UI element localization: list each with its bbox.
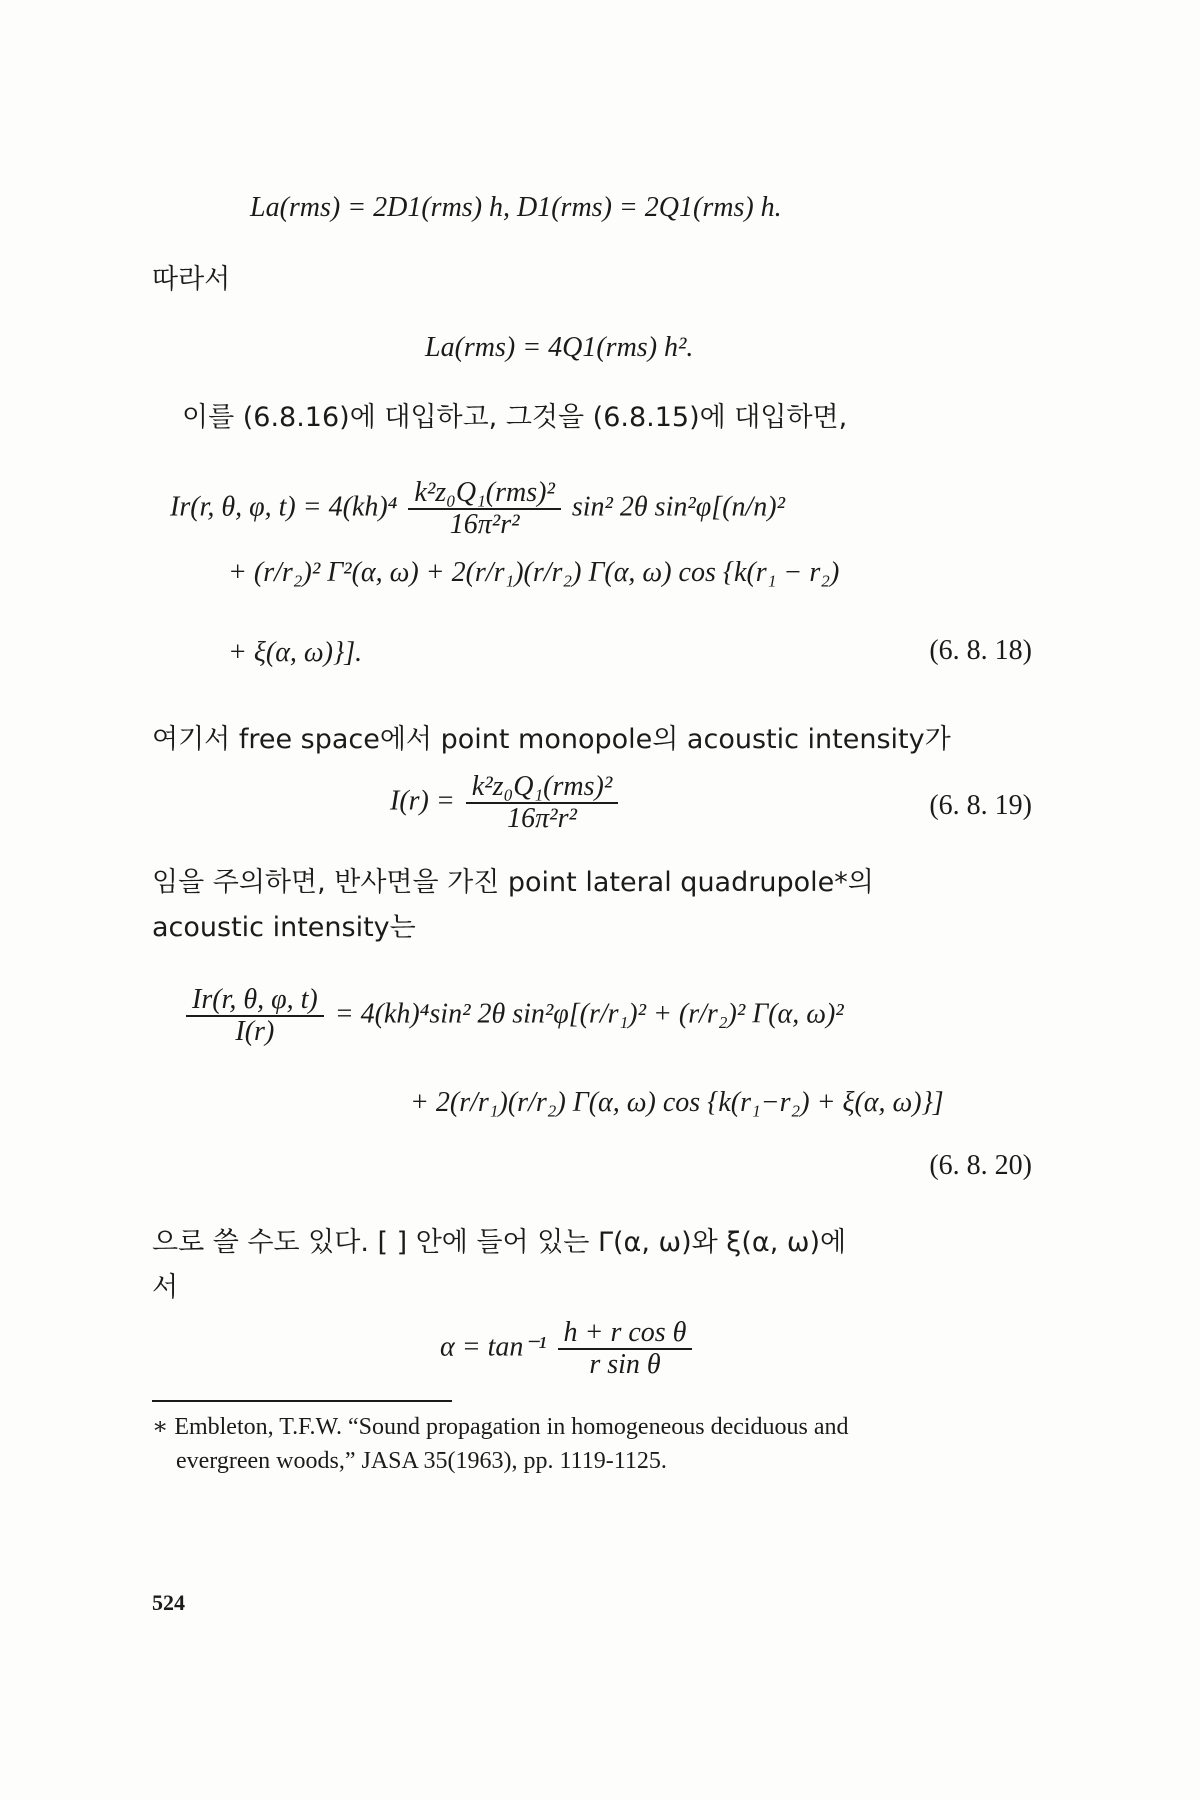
paragraph-substitute: 이를 (6.8.16)에 대입하고, 그것을 (6.8.15)에 대입하면, — [182, 402, 848, 433]
equation-6-8-18-line2: + (r/r₂)² Γ²(α, ω) + 2(r/r₁)(r/r₂) Γ(α, ω) cos {k(r₁ − r₂) — [228, 557, 840, 588]
paragraph-free-space: 여기서 free space에서 point monopole의 acoustic intensity가 — [152, 724, 951, 755]
eq4-fraction — [466, 772, 618, 834]
eq3-rest: sin² 2θ sin²φ[(n/n)² — [571, 491, 785, 523]
equation-6-8-20-line2: + 2(r/r₁)(r/r₂) Γ(α, ω) cos {k(r₁−r₂) + ξ(α, ω)}] — [410, 1087, 944, 1118]
eq6-fraction-numerator: h + r cos θ — [558, 1318, 693, 1350]
footnote-divider — [152, 1400, 452, 1402]
eq4-lhs: I(r) = — [390, 785, 455, 817]
equation-la-d1: La(rms) = 2D1(rms) h, D1(rms) = 2Q1(rms) h. — [250, 192, 782, 223]
paragraph-can-write: 으로 쓸 수도 있다. [ ] 안에 들어 있는 Γ(α, ω)와 ξ(α, ω)에 — [152, 1227, 847, 1258]
paragraph-therefore: 따라서 — [152, 264, 231, 295]
footnote — [152, 1410, 1052, 1478]
eq5-fraction-denominator: I(r) — [235, 1016, 275, 1047]
equation-number-6-8-18: (6. 8. 18) — [929, 635, 1032, 666]
page-number: 524 — [152, 1590, 185, 1615]
eq5-fraction-numerator: Ir(r, θ, φ, t) — [186, 985, 324, 1017]
footnote-line-1: ∗ Embleton, T.F.W. “Sound propagation in homogeneous deciduous and — [152, 1414, 849, 1440]
equation-number-6-8-20: (6. 8. 20) — [929, 1150, 1032, 1181]
eq4-fraction-denominator: 16π²r² — [507, 803, 577, 834]
eq3-fraction — [408, 478, 560, 540]
eq5-fraction — [186, 985, 324, 1047]
eq6-fraction — [558, 1318, 693, 1380]
eq6-lhs: α = tan⁻¹ — [440, 1331, 547, 1363]
eq3-fraction-numerator: k²z₀Q₁(rms)² — [408, 478, 560, 510]
equation-6-8-18-line3: + ξ(α, ω)}]. — [228, 637, 363, 668]
equation-6-8-19 — [390, 772, 622, 834]
eq4-fraction-numerator: k²z₀Q₁(rms)² — [466, 772, 618, 804]
paragraph-note-lateral: 임을 주의하면, 반사면을 가진 point lateral quadrupole*의 — [152, 867, 874, 898]
eq5-rest: = 4(kh)⁴sin² 2θ sin²φ[(r/r₁)² + (r/r₂)² Γ(α, ω)² — [334, 998, 844, 1030]
equation-la-q1: La(rms) = 4Q1(rms) h². — [425, 332, 694, 363]
equation-alpha — [440, 1318, 696, 1380]
paragraph-seo: 서 — [152, 1272, 179, 1303]
paragraph-acoustic-intensity: acoustic intensity는 — [152, 912, 416, 943]
equation-6-8-20-line1 — [182, 985, 844, 1047]
equation-6-8-18-line1 — [170, 478, 785, 540]
eq3-fraction-denominator: 16π²r² — [449, 509, 520, 540]
eq6-fraction-denominator: r sin θ — [589, 1349, 661, 1380]
equation-number-6-8-19: (6. 8. 19) — [929, 790, 1032, 821]
eq3-lhs: Ir(r, θ, φ, t) = 4(kh)⁴ — [170, 491, 398, 523]
footnote-line-2: evergreen woods,” JASA 35(1963), pp. 1119-1125. — [176, 1448, 667, 1474]
